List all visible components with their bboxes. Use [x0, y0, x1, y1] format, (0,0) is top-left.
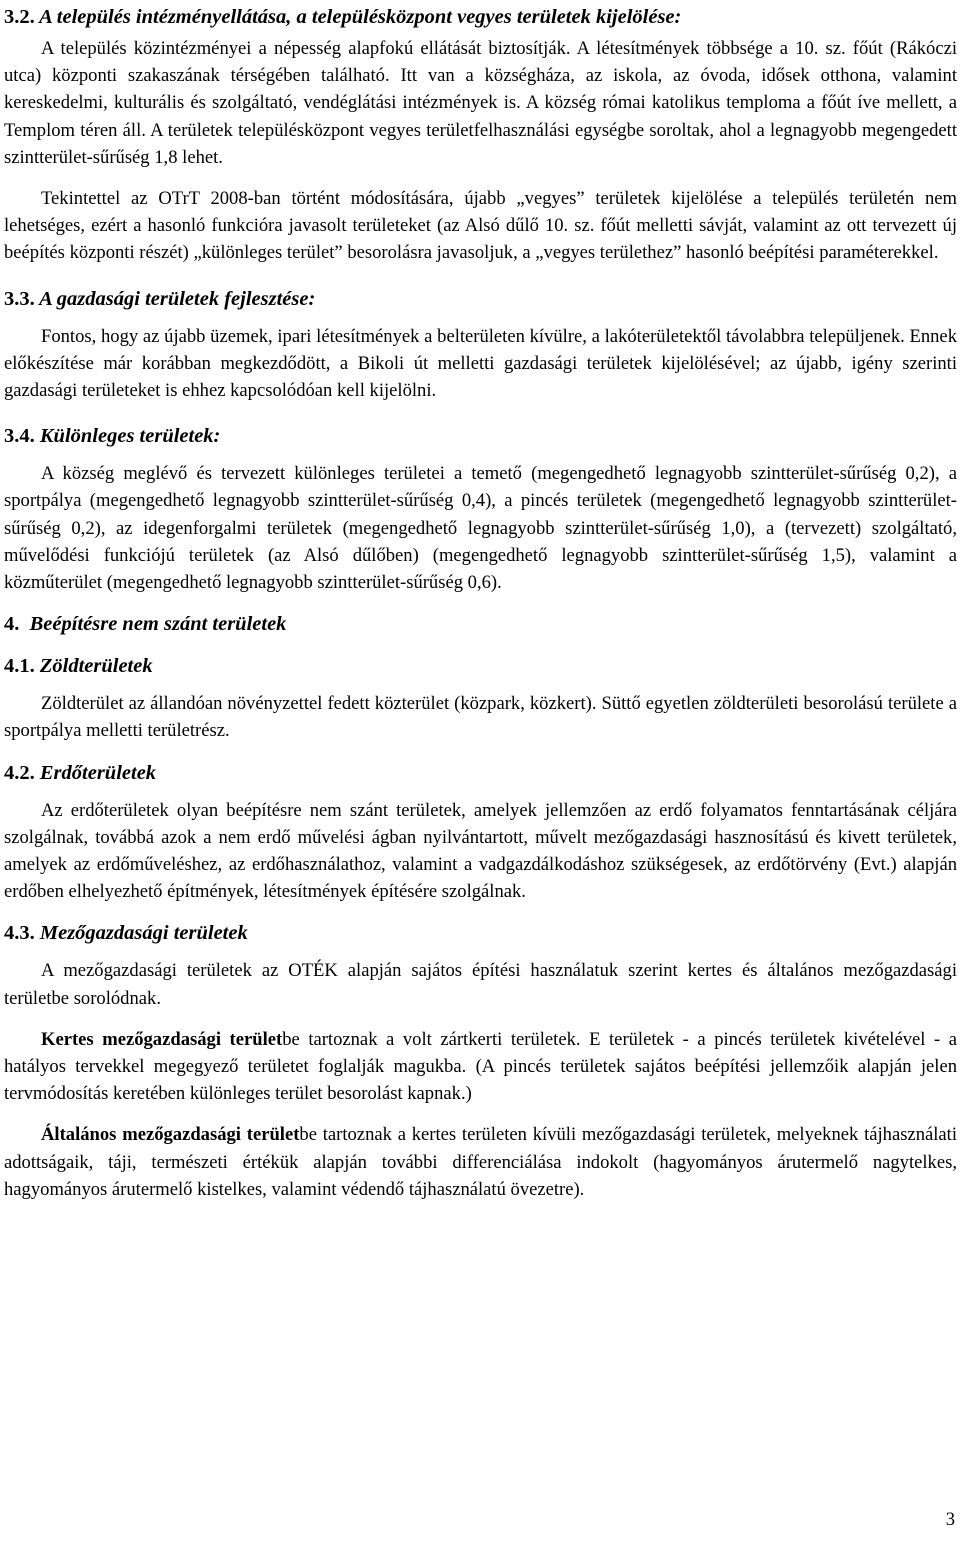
- section-heading-3-4: 3.4. Különleges területek:: [4, 425, 221, 448]
- paragraph-altalanos: Általános mezőgazdasági területbe tartoznak a kertes területen kívüli mezőgazdasági területek, melyeknek tájhasználati adottságaik, táji, természeti értékük alapján további differenciálása indokolt (hagyományos árutermelő nagytelkes, hagyományos árutermelő kistelkes, valamint védendő tájhasználatú övezetre).: [4, 1124, 957, 1200]
- lead-term: Kertes mezőgazdasági terület: [41, 1028, 283, 1050]
- paragraph: Zöldterület az állandóan növényzettel fedett közterület (közpark, közkert). Süttő egyetlen zöldterületi besorolású területe a sportpálya melletti területrész.: [4, 693, 957, 742]
- paragraph-kertes: Kertes mezőgazdasági területbe tartoznak a volt zártkerti területek. E területek - a pincés területek kivételével - a hatályos tervekkel megegyező területet foglalják magukba. (A pincés területek sajátos beépítési jellemzőik alapján jelen tervmódosítás keretében különleges terület besorolást kapnak.): [4, 1028, 957, 1105]
- section-heading-3-3: 3.3. A gazdasági területek fejlesztése:: [4, 287, 316, 310]
- paragraph: Az erdőterületek olyan beépítésre nem szánt területek, amelyek jellemzően az erdő folyamatos fenntartásának céljára szolgálnak, továbbá azok a nem erdő művelési ágban nyilvántartott, művelt mezőgazdasági hasznosítású és kivett területek, amelyek az erdőműveléshez, az erdőhasználathoz, valamint a vadgazdálkodáshoz szükségesek, az erdőtörvény (Evt.) alapján erdőben elhelyezhető építmények, létesítmények építésére szolgálnak.: [4, 799, 957, 903]
- paragraph: A település közintézményei a népesség alapfokú ellátását biztosítják. A létesítmények többsége a 10. sz. főút (Rákóczi utca) központi szakaszának térségében található. Itt van a községháza, az iskola, az óvoda, idősek otthona, valamint kereskedelmi, kulturális és szolgáltató, vendéglátási intézmények is. A község római katolikus temploma a főút íve mellett, a Templom téren áll. A területek településközpont vegyes területfelhasználási egységbe soroltak, ahol a legnagyobb megengedett szintterület-sűrűség 1,8 lehet.: [4, 38, 957, 168]
- section-heading-4-2: 4.2. Erdőterületek: [4, 761, 157, 784]
- paragraph: Tekintettel az OTrT 2008-ban történt módosítására, újabb „vegyes” területek kijelölése a település területén nem lehetséges, ezért a hasonló funkcióra javasolt területeket (az Alsó dűlő 10. sz. főút melletti sávját, valamint az ott tervezett új beépítés központi részét) „különleges terület” besorolásra javasoljuk, a „vegyes területhez” hasonló beépítési paraméterekkel.: [4, 188, 957, 264]
- paragraph: A község meglévő és tervezett különleges területei a temető (megengedhető legnagyobb szintterület-sűrűség 0,2), a sportpálya (megengedhető legnagyobb szintterület-sűrűség 0,4), a pincés területek (megengedhető legnagyobb szintterület-sűrűség 0,2), az idegenforgalmi területek (megengedhető legnagyobb szintterület-sűrűség 1,0), a (tervezett) szolgáltató, művelődési funkciójú területek (az Alsó dűlőben) (megengedhető legnagyobb szintterület-sűrűség 1,5), valamint a közműterület (megengedhető legnagyobb szintterület-sűrűség 0,6).: [4, 463, 957, 594]
- lead-term: Általános mezőgazdasági terület: [41, 1124, 300, 1146]
- section-heading-3-2: 3.2. A település intézményellátása, a településközpont vegyes területek kijelölése:: [4, 6, 682, 28]
- paragraph: A mezőgazdasági területek az OTÉK alapján sajátos építési használatuk szerint kertes és általános mezőgazdasági területbe sorolódnak.: [4, 960, 957, 1009]
- section-heading-4: 4. Beépítésre nem szánt területek: [4, 613, 287, 636]
- page-number: 3: [945, 1509, 955, 1530]
- paragraph: Fontos, hogy az újabb üzemek, ipari létesítmények a belterületen kívülre, a lakóterületektől távolabbra települjenek. Ennek előkészítése már korábban megkezdődött, a Bikoli út melletti gazdasági területek kijelölésével; az újabb, igény szerinti gazdasági területeket is ehhez kapcsolódóan kell kijelölni.: [4, 325, 957, 402]
- section-heading-4-1: 4.1. Zöldterületek: [4, 655, 153, 678]
- document-page: [4, 3, 957, 1203]
- section-heading-4-3: 4.3. Mezőgazdasági területek: [4, 922, 248, 945]
